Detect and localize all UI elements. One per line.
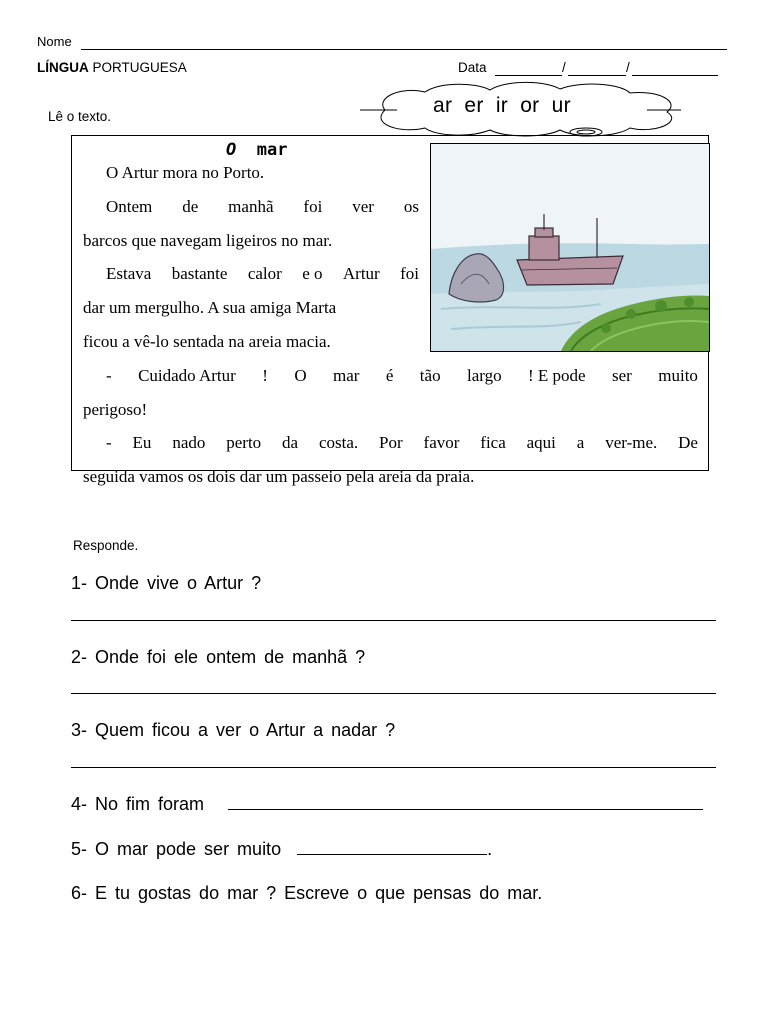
story-line: [106, 197, 419, 217]
story-line: O Artur mora no Porto.: [106, 163, 265, 182]
subject-heading: [37, 60, 187, 75]
name-label: Nome: [37, 34, 72, 49]
name-field-line[interactable]: [81, 49, 727, 50]
question-3: 3- Quem ficou a ver o Artur a nadar ?: [71, 720, 396, 740]
story-word: De: [678, 433, 698, 452]
story-word: costa.: [318, 433, 359, 452]
story-line: ficou a vê-lo sentada na areia macia.: [83, 332, 331, 351]
question-4: [71, 793, 703, 815]
question-6: 6- E tu gostas do mar ? Escreve o que pensas do mar.: [71, 883, 543, 903]
date-slash: /: [562, 60, 566, 75]
story-word: -: [106, 433, 112, 452]
story-word: calor: [247, 264, 282, 283]
story-word: foi: [400, 264, 419, 283]
story-word: tão: [419, 366, 441, 385]
story-line: perigoso!: [83, 400, 148, 419]
story-line: seguida vamos os dois dar um passeio pela areia da praia.: [83, 467, 475, 486]
date-slash: /: [626, 60, 630, 75]
story-word: muito: [658, 366, 698, 385]
boat-picture: [431, 144, 709, 351]
story-word: nado: [172, 433, 206, 452]
story-word: largo: [466, 366, 502, 385]
answer-line-1[interactable]: [71, 620, 716, 621]
story-word: Artur: [342, 264, 380, 283]
story-line: [106, 264, 419, 284]
story-word: Por: [379, 433, 403, 452]
story-word: favor: [423, 433, 460, 452]
question-5-period: .: [487, 839, 493, 859]
story-word: de: [182, 197, 199, 216]
story-word: ser: [612, 366, 632, 385]
story-title: [226, 140, 287, 160]
story-word: é: [385, 366, 394, 385]
story-word: os: [403, 197, 419, 216]
question-5-text: 5- O mar pode ser muito: [71, 839, 282, 859]
story-word: mar: [333, 366, 360, 385]
answer-line-5[interactable]: [297, 838, 487, 855]
date-month-line[interactable]: [568, 75, 626, 76]
question-4-text: 4- No fim foram: [71, 794, 205, 814]
story-word: da: [282, 433, 299, 452]
story-word: foi: [303, 197, 323, 216]
answer-line-3[interactable]: [71, 767, 716, 768]
story-word: -: [106, 366, 112, 385]
story-word: ver-me.: [605, 433, 658, 452]
story-word: Ontem: [106, 197, 153, 216]
read-instruction: Lê o texto.: [48, 109, 112, 124]
story-word: Cuidado Artur: [138, 366, 236, 385]
answer-line-4[interactable]: [228, 793, 703, 810]
question-1: 1- Onde vive o Artur ?: [71, 573, 262, 593]
story-word: perto: [226, 433, 262, 452]
question-2: 2- Onde foi ele ontem de manhã ?: [71, 647, 366, 667]
answer-line-2[interactable]: [71, 693, 716, 694]
story-word: ver: [352, 197, 374, 216]
story-word: a: [576, 433, 585, 452]
date-label: Data: [458, 60, 487, 75]
date-year-line[interactable]: [632, 75, 718, 76]
story-word: aqui: [526, 433, 556, 452]
syllable-cloud-words: ar er ir or ur: [433, 94, 571, 117]
story-word: Eu: [132, 433, 152, 452]
story-word: e o: [302, 264, 323, 283]
sea-boat-illustration: [430, 143, 710, 352]
story-word: Estava: [106, 264, 152, 283]
story-line: [106, 433, 698, 453]
story-word: O: [294, 366, 307, 385]
story-title-o: O: [226, 140, 237, 160]
story-word: ! E pode: [528, 366, 586, 385]
story-word: fica: [480, 433, 506, 452]
story-line: dar um mergulho. A sua amiga Marta: [83, 298, 337, 317]
story-word: manhã: [228, 197, 274, 216]
question-5: [71, 838, 492, 860]
subject-rest: PORTUGUESA: [88, 60, 187, 75]
story-word: !: [262, 366, 268, 385]
story-line: barcos que navegam ligeiros no mar.: [83, 231, 333, 250]
story-word: bastante: [171, 264, 228, 283]
story-line: [106, 366, 698, 386]
answer-instruction: Responde.: [73, 538, 139, 553]
subject-bold: LÍNGUA: [37, 60, 89, 75]
story-title-mar: mar: [256, 140, 288, 160]
date-day-line[interactable]: [495, 75, 562, 76]
